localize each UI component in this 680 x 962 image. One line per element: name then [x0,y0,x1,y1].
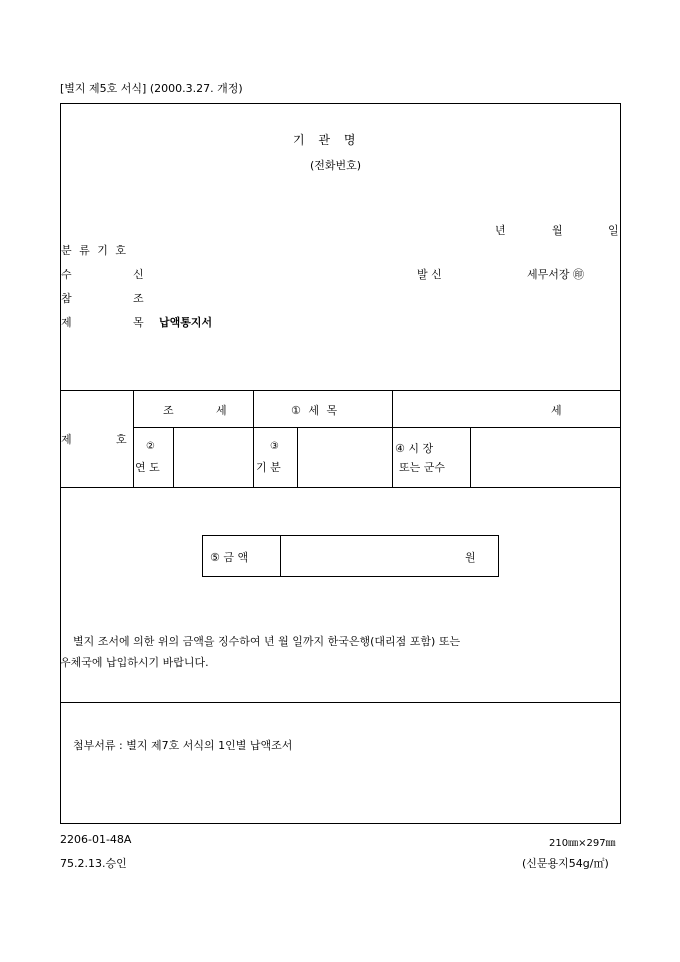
sender-label: 발 신 [417,268,442,281]
table-vline-3 [253,390,254,487]
col-josei-1: 조 [163,404,174,417]
divider-table-bottom [60,487,621,488]
table-vline-5 [392,390,393,487]
footer-code: 2206-01-48A [60,833,132,846]
amount-unit: 원 [465,551,476,564]
subject-value: 납액통지서 [159,316,213,329]
year-label: 연 도 [135,461,160,474]
county-label: 또는 군수 [399,461,446,474]
recipient-label-1: 수 [61,268,72,281]
footer-paper: (신문용지54g/㎡) [522,857,609,870]
year-num: ② [146,441,155,452]
row-label-1: 제 [61,433,72,446]
agency-name: 기 관 명 [293,133,356,147]
footer-size: 210㎜×297㎜ [549,838,616,849]
recipient-label-2: 신 [133,268,144,281]
date-day: 일 [608,224,619,237]
period-label: 기 분 [256,461,281,474]
row-label-2: 호 [116,433,127,446]
table-vline-4 [297,427,298,487]
footer-approval: 75.2.13.승인 [60,857,127,870]
attachment-text: 첨부서류 : 별지 제7호 서식의 1인별 납액조서 [73,739,293,752]
date-year: 년 [495,224,506,237]
table-vline-6 [470,427,471,487]
period-num: ③ [270,441,279,452]
col-josei-2: 세 [216,404,227,417]
table-vline-1 [133,390,134,487]
table-vline-2 [173,427,174,487]
amount-box-divider [280,535,281,577]
phone-number: (전화번호) [310,159,362,172]
form-number: [별지 제5호 서식] (2000.3.27. 개정) [60,82,243,95]
notice-line-1: 별지 조서에 의한 위의 금액을 징수하여 년 월 일까지 한국은행(대리점 포함) 또는 [73,635,461,648]
subject-label-2: 목 [133,316,144,329]
date-month: 월 [552,224,563,237]
reference-label-2: 조 [133,292,144,305]
col-semok: ① 세 목 [291,404,338,417]
subject-label-1: 제 [61,316,72,329]
sender-value: 세무서장 ㊞ [527,268,585,281]
city-label: ④ 시 장 [395,442,434,455]
divider-table-top [60,390,621,391]
col-se: 세 [551,404,562,417]
classification-label: 분 류 기 호 [61,244,128,257]
notice-line-2: 우체국에 납입하시기 바랍니다. [60,656,209,669]
reference-label-1: 참 [61,292,72,305]
divider-attachment [60,702,621,703]
amount-label: ⑤ 금 액 [210,551,249,564]
divider-table-mid [133,427,621,428]
